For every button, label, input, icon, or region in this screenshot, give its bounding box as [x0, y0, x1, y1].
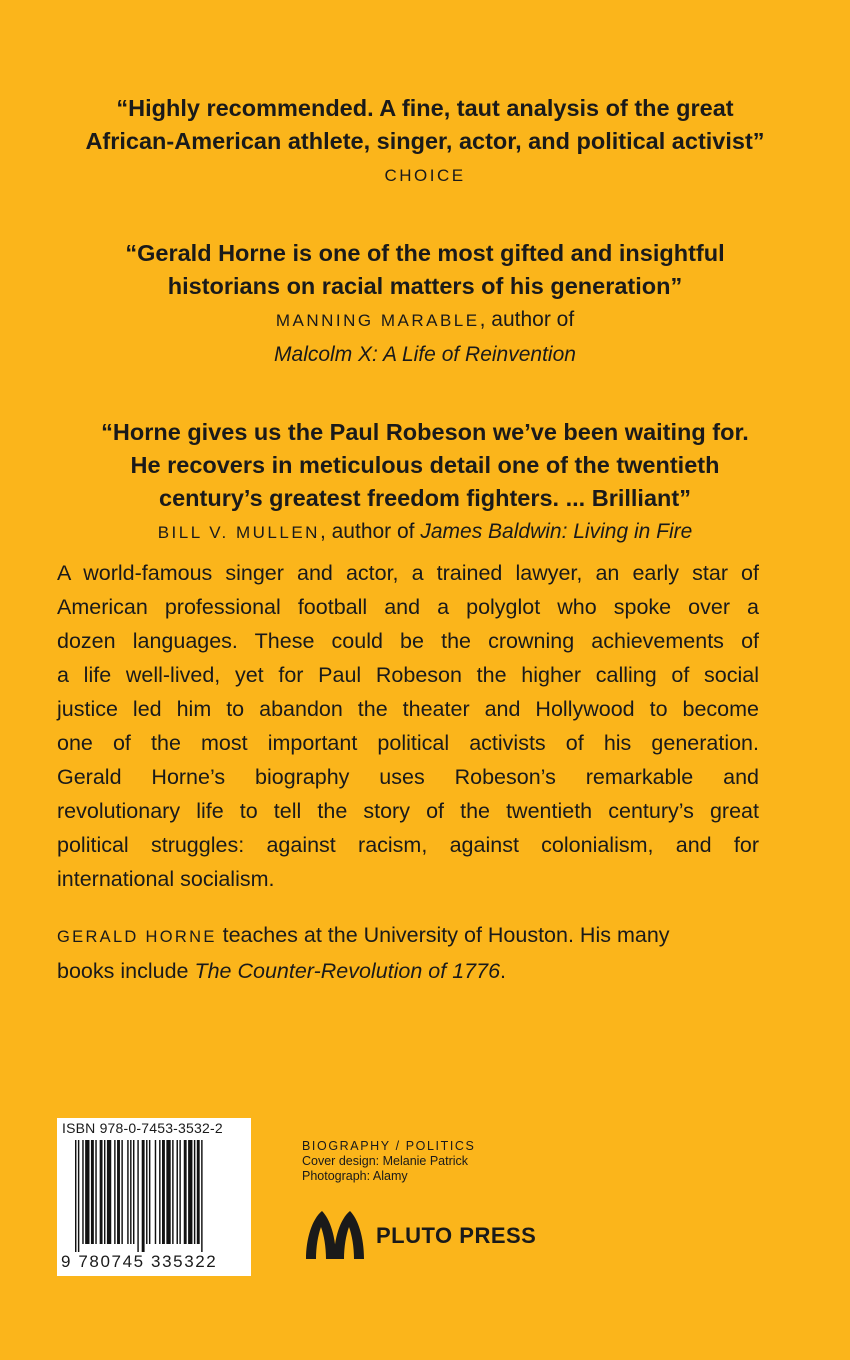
barcode-bar — [159, 1140, 160, 1244]
barcode-bar — [188, 1140, 192, 1244]
barcode-bar — [155, 1140, 156, 1244]
barcode-bar — [107, 1140, 111, 1244]
barcode-bar — [179, 1140, 180, 1244]
barcode-bar — [130, 1140, 131, 1244]
quote-text — [0, 237, 850, 303]
description-line: revolutionary life to tell the story of the twentieth century’s great — [57, 799, 759, 823]
book-description — [57, 556, 759, 896]
barcode-bar — [162, 1140, 165, 1244]
author-bio — [57, 918, 777, 988]
isbn-digits: 9 780745 335322 — [61, 1252, 218, 1271]
barcode-bar — [91, 1140, 94, 1244]
author-name: GERALD HORNE — [57, 928, 217, 946]
barcode-bar — [197, 1140, 200, 1244]
barcode-bar — [172, 1140, 173, 1244]
quote-line: He recovers in meticulous detail one of the twentieth — [130, 452, 720, 478]
barcode-bar — [85, 1140, 89, 1244]
review-quotes — [0, 92, 850, 594]
cover-credits — [302, 1139, 475, 1184]
quote-source-suffix: , author of — [479, 308, 575, 331]
isbn-barcode — [57, 1118, 251, 1276]
barcode-bar — [95, 1140, 96, 1244]
quote-source-work: Malcolm X: A Life of Reinvention — [274, 343, 576, 366]
barcode-bar — [127, 1140, 128, 1244]
author-bio-text: books include — [57, 959, 195, 983]
barcode-bar — [104, 1140, 105, 1244]
photograph-credit: Photograph: Alamy — [302, 1169, 408, 1183]
barcode-bar — [149, 1140, 150, 1244]
barcode-icon — [57, 1140, 251, 1252]
barcode-bar — [78, 1140, 79, 1252]
author-bio-text: . — [500, 959, 507, 983]
description-line: dozen languages. These could be the crowning achievements of — [57, 629, 759, 653]
quote-attribution — [0, 158, 850, 193]
barcode-bar — [194, 1140, 195, 1244]
quote-line: century’s greatest freedom fighters. ... Brilliant” — [159, 485, 691, 511]
description-line: justice led him to abandon the theater and Hollywood to become — [57, 697, 759, 721]
barcode-bar — [137, 1140, 138, 1252]
quote-source: MANNING MARABLE — [275, 311, 480, 330]
quote-line: African-American athlete, singer, actor, and political activist” — [85, 128, 765, 154]
barcode-bar — [114, 1140, 115, 1244]
barcode-bar — [82, 1140, 83, 1244]
author-book-title: The Counter-Revolution of 1776 — [194, 959, 501, 983]
quote-source: CHOICE — [384, 166, 466, 185]
barcode-bar — [133, 1140, 134, 1244]
description-line: American professional football and a polyglot who spoke over a — [57, 595, 759, 619]
quote-mullen — [0, 416, 850, 550]
quote-source: BILL V. MULLEN — [157, 523, 320, 542]
quote-line: “Horne gives us the Paul Robeson we’ve been waiting for. — [101, 419, 749, 445]
barcode-bar — [177, 1140, 178, 1244]
description-line: A world-famous singer and actor, a trained lawyer, an early star of — [57, 561, 759, 585]
quote-source-work: James Baldwin: Living in Fire — [420, 520, 693, 543]
barcode-bar — [146, 1140, 147, 1244]
book-category: BIOGRAPHY / POLITICS — [302, 1139, 476, 1153]
description-line: political struggles: against racism, against colonialism, and for — [57, 833, 759, 857]
barcode-bar — [75, 1140, 76, 1252]
cover-design-credit: Cover design: Melanie Patrick — [302, 1154, 469, 1168]
quote-line: historians on racial matters of his generation” — [167, 273, 683, 299]
barcode-bar — [166, 1140, 170, 1244]
barcode-bar — [201, 1140, 202, 1252]
barcode-bar — [100, 1140, 103, 1244]
description-line: international socialism. — [57, 867, 275, 891]
description-line: a life well-lived, yet for Paul Robeson the higher calling of social — [57, 663, 759, 687]
quote-attribution — [0, 303, 850, 372]
publisher-name: PLUTO PRESS — [376, 1223, 537, 1248]
quote-choice — [0, 92, 850, 193]
quote-source-suffix: , author of — [319, 520, 421, 543]
barcode-bar — [117, 1140, 120, 1244]
author-bio-text: teaches at the University of Houston. His many — [216, 923, 670, 947]
quote-line: “Gerald Horne is one of the most gifted and insightful — [125, 240, 725, 266]
barcode-bar — [121, 1140, 122, 1244]
pluto-press-logo-icon — [304, 1209, 368, 1261]
barcode-bar — [142, 1140, 145, 1252]
description-line: one of the most important political activists of his generation. — [57, 731, 759, 755]
isbn-label: ISBN 978-0-7453-3532-2 — [62, 1120, 223, 1136]
quote-text — [0, 416, 850, 515]
quote-attribution — [0, 515, 850, 550]
quote-text — [0, 92, 850, 158]
barcode-bar — [184, 1140, 187, 1244]
description-line: Gerald Horne’s biography uses Robeson’s remarkable and — [57, 765, 759, 789]
quote-line: “Highly recommended. A fine, taut analysis of the great — [116, 95, 734, 121]
quote-marable — [0, 237, 850, 372]
publisher-imprint — [304, 1209, 604, 1259]
